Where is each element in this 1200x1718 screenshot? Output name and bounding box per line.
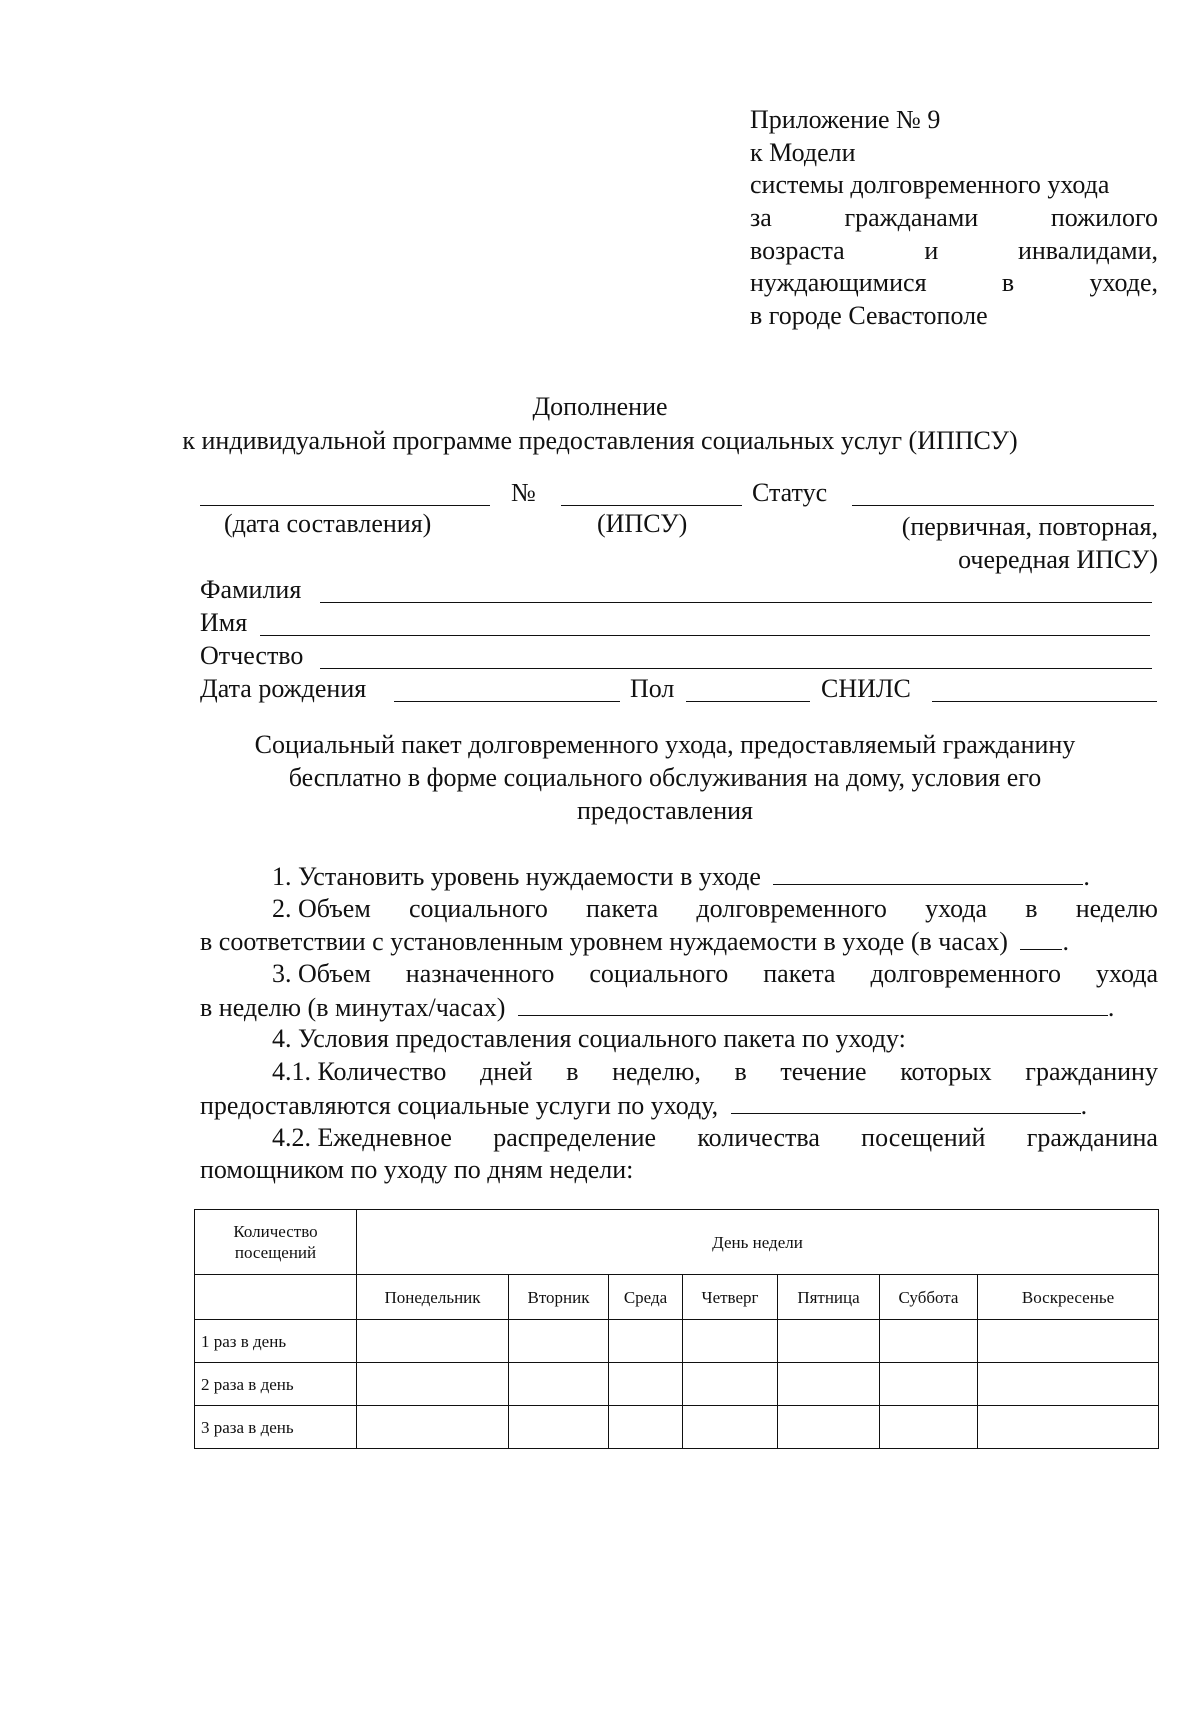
- appendix-line: [750, 202, 1158, 235]
- package-title-line: бесплатно в форме социального обслуживания на дому, условия его: [288, 763, 1042, 792]
- table-cell[interactable]: [778, 1363, 880, 1406]
- item-2-line-2: [200, 925, 1158, 958]
- word: количества: [697, 1122, 820, 1152]
- appendix-line: Приложение № 9: [750, 105, 941, 134]
- row-label: 3 раза в день: [195, 1406, 357, 1449]
- table-cell[interactable]: [509, 1406, 609, 1449]
- package-hours-field[interactable]: [1020, 925, 1062, 950]
- assigned-volume-field[interactable]: [518, 991, 1108, 1016]
- day-header: Четверг: [683, 1275, 778, 1320]
- document-title: Дополнение: [532, 392, 668, 421]
- table-cell[interactable]: [609, 1320, 683, 1363]
- birth-date-label: Дата рождения: [200, 674, 367, 703]
- word: в: [1001, 268, 1015, 298]
- word: неделю: [1075, 893, 1158, 923]
- day-header: Суббота: [880, 1275, 978, 1320]
- word: 3. Объем: [272, 959, 371, 989]
- table-row: [195, 1406, 1159, 1449]
- table-cell[interactable]: [778, 1320, 880, 1363]
- empty-header-cell: [195, 1275, 357, 1320]
- word: ухода: [1095, 959, 1158, 989]
- days-per-week-field[interactable]: [731, 1089, 1081, 1114]
- ipsu-number-field[interactable]: [561, 505, 742, 506]
- header-fields-row: [200, 477, 1158, 509]
- birth-sex-snils-row: [200, 673, 1158, 705]
- table-cell[interactable]: [978, 1363, 1159, 1406]
- word: пожилого: [1050, 203, 1158, 233]
- ipsu-caption: (ИПСУ): [597, 509, 688, 538]
- word: распределение: [493, 1122, 657, 1152]
- row-label: 1 раз в день: [195, 1320, 357, 1363]
- row-label: 2 раза в день: [195, 1363, 357, 1406]
- period: .: [1062, 927, 1069, 957]
- word: инвалидами,: [1017, 235, 1158, 265]
- surname-label: Фамилия: [200, 575, 302, 604]
- table-cell[interactable]: [880, 1320, 978, 1363]
- sex-field[interactable]: [686, 701, 810, 702]
- table-header-row: [195, 1210, 1159, 1275]
- word: гражданина: [1026, 1122, 1158, 1152]
- word: долговременного: [870, 959, 1061, 989]
- day-header: Воскресенье: [978, 1275, 1159, 1320]
- item-2-line-1: [200, 893, 1158, 926]
- table-cell[interactable]: [357, 1363, 509, 1406]
- date-caption: (дата составления): [224, 509, 432, 538]
- word: пакета: [763, 959, 836, 989]
- table-cell[interactable]: [609, 1406, 683, 1449]
- word: и: [924, 235, 939, 265]
- appendix-line: [750, 235, 1158, 268]
- item-4-2-line-1: [200, 1122, 1158, 1155]
- patronymic-row: [200, 640, 1158, 672]
- word: которых: [900, 1057, 992, 1087]
- item-4-1-line-2: [200, 1089, 1158, 1122]
- surname-field[interactable]: [320, 602, 1152, 603]
- period: .: [1107, 992, 1115, 1022]
- item-4: [200, 1023, 1158, 1056]
- document-subtitle: к индивидуальной программе предоставления социальных услуг (ИППСУ): [182, 426, 1018, 455]
- package-title-line: Социальный пакет долговременного ухода, предоставляемый гражданину: [254, 730, 1076, 759]
- snils-label: СНИЛС: [821, 674, 911, 703]
- word: пакета: [586, 893, 659, 923]
- snils-field[interactable]: [932, 701, 1157, 702]
- word: неделю,: [612, 1057, 701, 1087]
- table-cell[interactable]: [683, 1406, 778, 1449]
- word: 2. Объем: [272, 893, 371, 923]
- surname-row: [200, 574, 1158, 606]
- table-cell[interactable]: [880, 1406, 978, 1449]
- table-cell[interactable]: [778, 1406, 880, 1449]
- birth-date-field[interactable]: [394, 701, 620, 702]
- status-label: Статус: [752, 478, 828, 507]
- word: возраста: [750, 235, 845, 265]
- table-cell[interactable]: [978, 1320, 1159, 1363]
- name-label: Имя: [200, 608, 248, 637]
- day-header: Среда: [609, 1275, 683, 1320]
- day-header: Пятница: [778, 1275, 880, 1320]
- item-4-2-line-2: [200, 1154, 1158, 1187]
- word: 4.2. Ежедневное: [272, 1122, 452, 1152]
- table-cell[interactable]: [357, 1320, 509, 1363]
- table-cell[interactable]: [880, 1363, 978, 1406]
- item-4-1-line-1: [200, 1056, 1158, 1089]
- word: гражданами: [844, 203, 979, 233]
- patronymic-field[interactable]: [320, 668, 1152, 669]
- need-level-field[interactable]: [773, 860, 1083, 885]
- items-block: [200, 860, 1158, 1187]
- word: ухода: [925, 893, 988, 923]
- table-days-row: [195, 1275, 1159, 1320]
- item-text: 4. Условия предоставления социального пакета по уходу:: [272, 1024, 906, 1054]
- item-text: 1. Установить уровень нуждаемости в уходе: [272, 862, 761, 891]
- word: в: [1025, 893, 1038, 923]
- appendix-line: к Модели: [750, 137, 856, 167]
- item-3-line-2: [200, 991, 1158, 1024]
- table-cell[interactable]: [978, 1406, 1159, 1449]
- corner-header-cell: Количество посещений: [195, 1210, 357, 1275]
- word: посещений: [861, 1122, 986, 1152]
- word: назначенного: [405, 959, 555, 989]
- date-field[interactable]: [200, 505, 490, 506]
- day-header: Понедельник: [357, 1275, 509, 1320]
- table-cell[interactable]: [609, 1363, 683, 1406]
- status-field[interactable]: [852, 505, 1154, 506]
- word: течение: [780, 1057, 867, 1087]
- word: за: [750, 203, 772, 233]
- status-caption-2: очередная ИПСУ): [958, 545, 1158, 574]
- appendix-line: [750, 267, 1158, 300]
- patronymic-label: Отчество: [200, 641, 304, 670]
- item-text: предоставляются социальные услуги по уходу,: [200, 1090, 719, 1120]
- period: .: [1083, 862, 1090, 891]
- item-text: помощником по уходу по дням недели:: [200, 1155, 634, 1185]
- word: дней: [479, 1057, 533, 1087]
- appendix-reference: [750, 104, 1158, 333]
- item-text: в соответствии с установленным уровнем нуждаемости в уходе (в часах): [200, 927, 1008, 957]
- day-header: Вторник: [509, 1275, 609, 1320]
- weekday-group-header: День недели: [357, 1210, 1159, 1275]
- appendix-line: системы долговременного ухода: [750, 170, 1110, 200]
- word: социального: [408, 893, 548, 923]
- word: в: [566, 1057, 579, 1087]
- package-title-line: предоставления: [577, 796, 753, 825]
- word: гражданину: [1025, 1057, 1158, 1087]
- table-row: [195, 1320, 1159, 1363]
- table-cell[interactable]: [683, 1363, 778, 1406]
- appendix-line: в городе Севастополе: [750, 301, 988, 331]
- name-field[interactable]: [260, 635, 1150, 636]
- sex-label: Пол: [630, 674, 675, 703]
- table-cell[interactable]: [509, 1363, 609, 1406]
- name-row: [200, 607, 1158, 639]
- number-label: №: [511, 478, 536, 507]
- item-1: [200, 860, 1158, 893]
- status-caption-1: (первичная, повторная,: [901, 512, 1158, 541]
- word: в: [734, 1057, 747, 1087]
- word: 4.1. Количество: [272, 1057, 447, 1087]
- period: .: [1080, 1090, 1088, 1120]
- word: уходе,: [1089, 268, 1158, 298]
- item-text: в неделю (в минутах/часах): [200, 992, 506, 1022]
- table-cell[interactable]: [683, 1320, 778, 1363]
- table-row: [195, 1363, 1159, 1406]
- item-3-line-1: [200, 958, 1158, 991]
- table-cell[interactable]: [357, 1406, 509, 1449]
- table-cell[interactable]: [509, 1320, 609, 1363]
- word: долговременного: [696, 893, 887, 923]
- word: социального: [589, 959, 729, 989]
- visits-table: [194, 1209, 1159, 1449]
- word: нуждающимися: [750, 268, 927, 298]
